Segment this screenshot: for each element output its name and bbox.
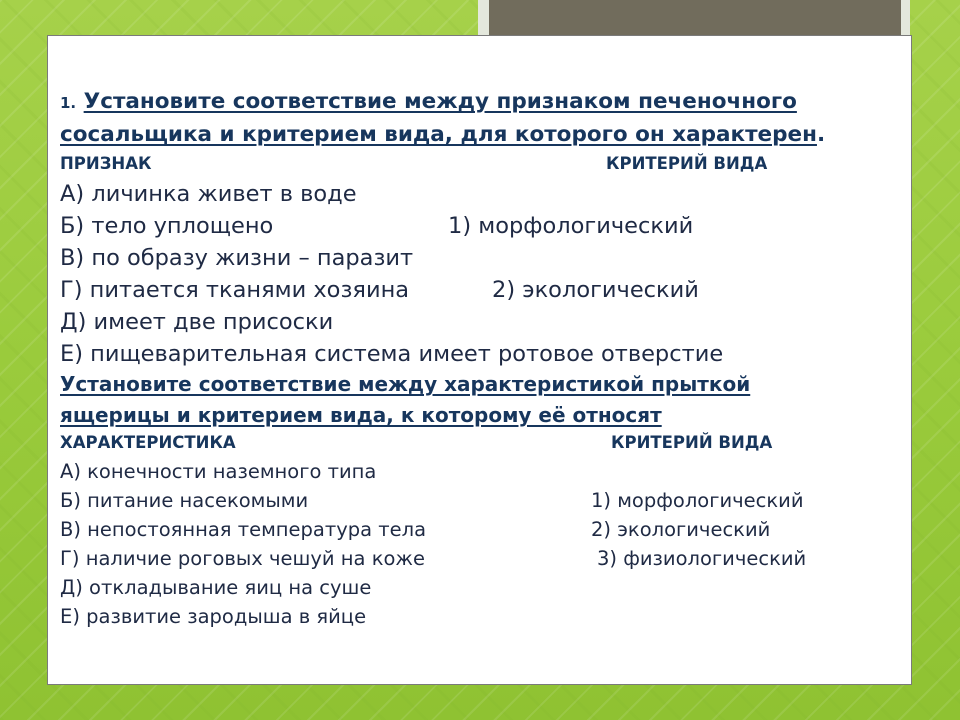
task2-criterion-1: 1) морфологический bbox=[591, 489, 804, 512]
task2-item-a: А) конечности наземного типа bbox=[60, 460, 377, 483]
task1-title-line1 bbox=[60, 89, 797, 114]
task2-criterion-3: 3) физиологический bbox=[597, 547, 807, 570]
task1-title-end: . bbox=[816, 122, 826, 147]
task1-criterion-1: 1) морфологический bbox=[448, 213, 694, 239]
task1-column-header-right: КРИТЕРИЙ ВИДА bbox=[606, 154, 768, 173]
task2-item-e: Е) развитие зародыша в яйце bbox=[60, 605, 367, 628]
task2-item-v: В) непостоянная температура тела bbox=[60, 518, 427, 541]
task1-item-d: Д) имеет две присоски bbox=[60, 309, 334, 335]
task2-title-text2: ящерицы и критерием вида, к которому её относят bbox=[60, 403, 662, 427]
task2-column-header-right: КРИТЕРИЙ ВИДА bbox=[611, 433, 773, 452]
task1-title-line2 bbox=[60, 122, 825, 147]
task2-title-text1: Установите соответствие между характеристикой прыткой bbox=[60, 372, 751, 396]
task2-item-g: Г) наличие роговых чешуй на коже bbox=[60, 547, 425, 570]
task1-title-text2: сосальщика и критерием вида, для которого он характерен bbox=[60, 122, 817, 147]
task2-title-line2 bbox=[60, 403, 662, 427]
task1-item-e: Е) пищеварительная система имеет ротовое отверстие bbox=[60, 341, 724, 367]
task2-item-b: Б) питание насекомыми bbox=[60, 489, 309, 512]
task2-title-line1 bbox=[60, 372, 750, 396]
task1-title-text1: Установите соответствие между признаком печеночного bbox=[83, 89, 797, 114]
task1-criterion-2: 2) экологический bbox=[492, 277, 699, 303]
task2-column-header-left: ХАРАКТЕРИСТИКА bbox=[60, 433, 236, 452]
task1-item-a: А) личинка живет в воде bbox=[60, 181, 357, 207]
task1-item-v: В) по образу жизни – паразит bbox=[60, 245, 414, 271]
task1-item-b: Б) тело уплощено bbox=[60, 213, 274, 239]
task1-number: 1. bbox=[60, 94, 77, 112]
task2-criterion-2: 2) экологический bbox=[591, 518, 771, 541]
task1-column-header-left: ПРИЗНАК bbox=[60, 154, 152, 173]
task1-item-g: Г) питается тканями хозяина bbox=[60, 277, 410, 303]
task2-item-d: Д) откладывание яиц на суше bbox=[60, 576, 372, 599]
